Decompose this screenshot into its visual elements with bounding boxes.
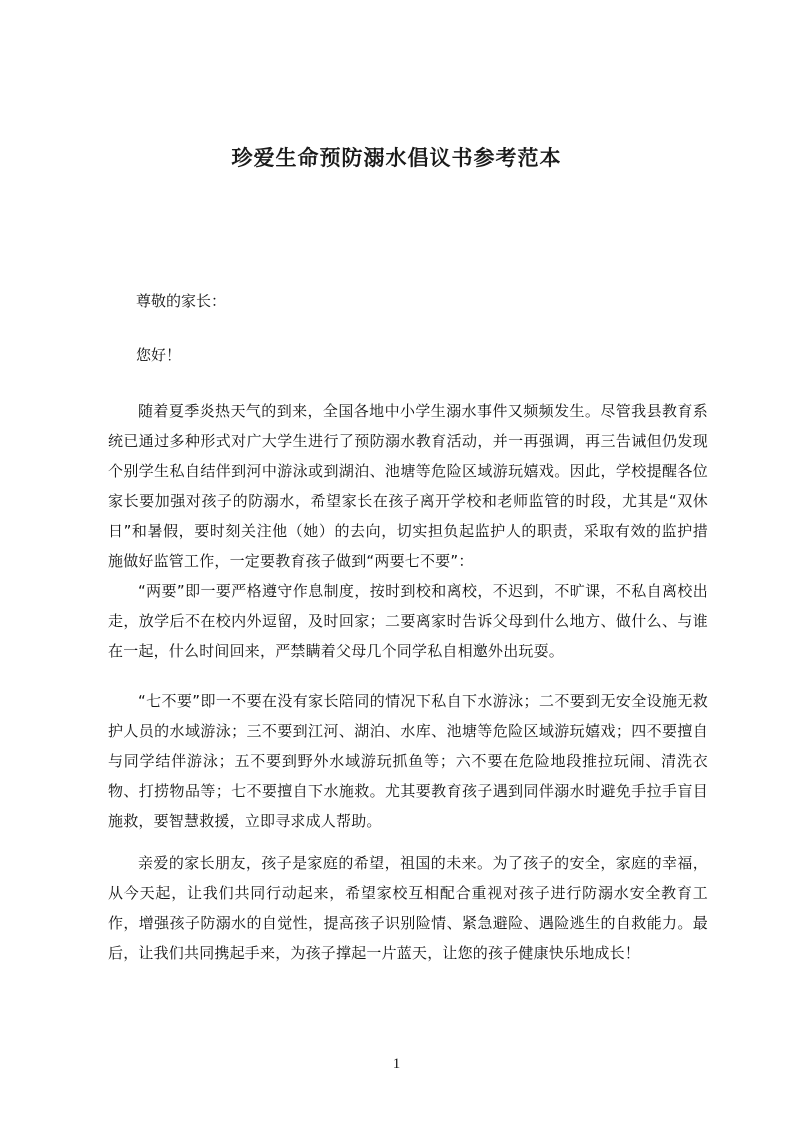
paragraph-seven-donts: “七不要”即一不要在没有家长陪同的情况下私自下水游泳；二不要到无安全设施无救护人员的水域游泳；三不要到江河、湖泊、水库、池塘等危险区域游玩嬉戏；四不要擅自与同学结伴游泳；五不要到野外水域游玩抓鱼等；六不要在危险地段推拉玩闹、清洗衣物、打捞物品等；七不要擅自下水施救。尤其要教育孩子遇到同伴溺水时避免手拉手盲目施救，要智慧救援，立即寻求成人帮助。 (108, 692, 708, 830)
paragraph-two-musts: “两要”即一要严格遵守作息制度，按时到校和离校，不迟到，不旷课，不私自离校出走，放学后不在校内外逗留，及时回家；二要离家时告诉父母到什么地方、做什么、与谁在一起，什么时间回来，严禁瞒着父母几个同学私自相邀外出玩耍。 (108, 582, 708, 660)
paragraph-intro: 随着夏季炎热天气的到来，全国各地中小学生溺水事件又频频发生。尽管我县教育系统已通过多种形式对广大学生进行了预防溺水教育活动，并一再强调，再三告诫但仍发现个别学生私自结伴到河中游泳或到湖泊、池塘等危险区域游玩嬉戏。因此，学校提醒各位家长要加强对孩子的防溺水，希望家长在孩子离开学校和老师监管的时段，尤其是“双休日”和暑假，要时刻关注他（她）的去向，切实担负起监护人的职责，采取有效的监护措施做好监管工作，一定要教育孩子做到“两要七不要”： (108, 402, 708, 570)
page-number: 1 (392, 1056, 401, 1072)
document-title: 珍爱生命预防溺水倡议书参考范本 (231, 146, 562, 170)
salutation: 尊敬的家长： (136, 292, 227, 310)
greeting: 您好！ (136, 346, 182, 364)
paragraph-closing: 亲爱的家长朋友，孩子是家庭的希望，祖国的未来。为了孩子的安全，家庭的幸福，从今天起，让我们共同行动起来，希望家校互相配合重视对孩子进行防溺水安全教育工作，增强孩子防溺水的自觉性，提高孩子识别险情、紧急避险、遇险逃生的自救能力。最后，让我们共同携起手来，为孩子撑起一片蓝天，让您的孩子健康快乐地成长！ (108, 854, 708, 962)
